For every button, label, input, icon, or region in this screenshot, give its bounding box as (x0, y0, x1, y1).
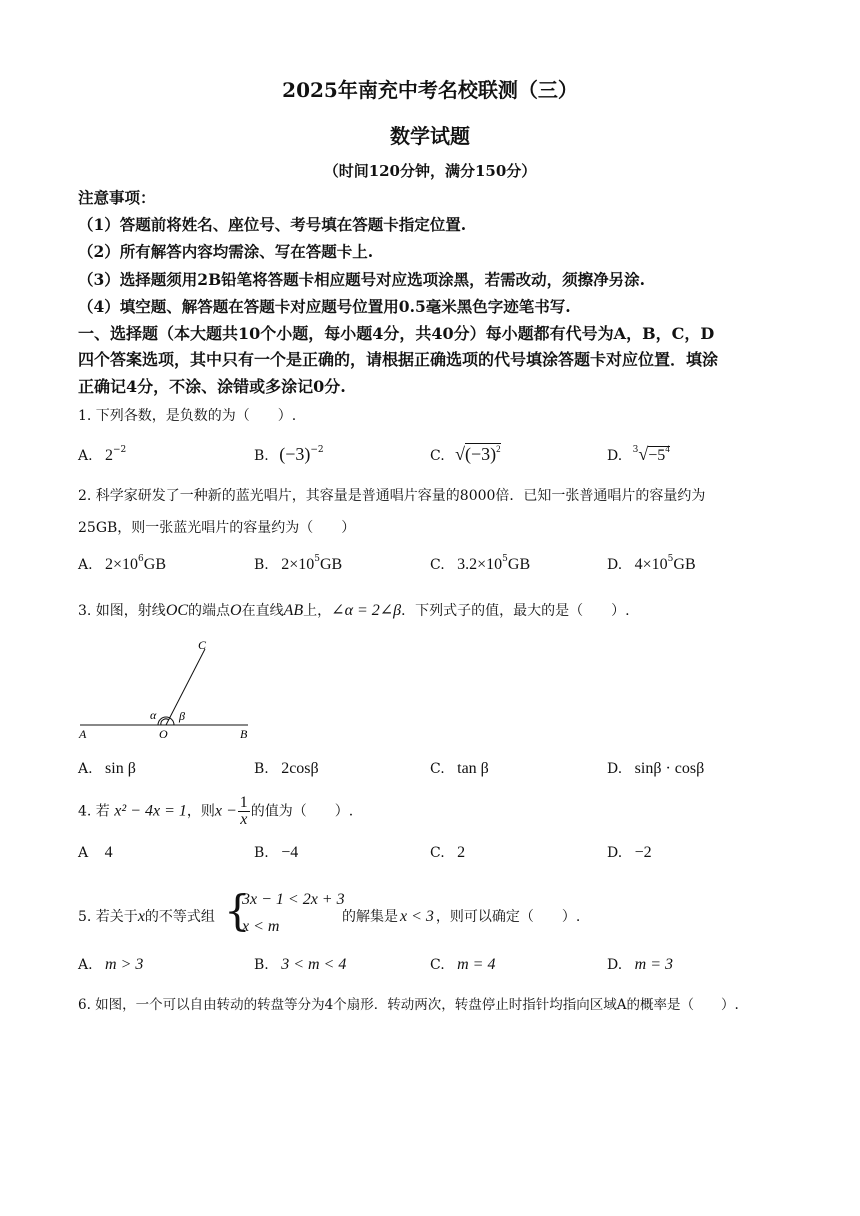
q2-d-coef: 4×10 (634, 556, 668, 573)
q5-ineq-1: 3x − 1 < 2x + 3 (242, 891, 345, 908)
q3-label-b: B. (254, 761, 269, 777)
subject-title: 数学试题 (390, 124, 470, 148)
q5-stem-pre-group (78, 906, 215, 926)
q1-d-index: 3 (632, 445, 639, 455)
q1-option-a (78, 447, 126, 465)
q2-d-unit: GB (673, 556, 696, 573)
q1-stem: 1. 下列各数，是负数的为（ ）. (78, 408, 297, 424)
q1-d-inner-text: −5 (648, 447, 666, 464)
q2-option-d (607, 556, 696, 574)
exam-title: 2025年南充中考名校联测（三） (282, 78, 578, 102)
q4-a-value: 4 (104, 844, 113, 861)
fig-label-o: O (159, 727, 168, 741)
q1-label-c: C. (430, 448, 445, 464)
q2-a-unit: GB (143, 556, 167, 573)
q1-b-exp: −2 (310, 445, 324, 455)
q4-c-value: 2 (457, 844, 466, 861)
q4-label-a: A (78, 845, 89, 861)
q1-label-a: A. (78, 448, 93, 464)
sqrt-icon: √ (455, 444, 466, 464)
q1-c-inner-text: (−3) (465, 444, 497, 464)
section1-line-1: 一、选择题（本大题共10个小题，每小题4分，共40分）每小题都有代号为A，B，C，D (78, 324, 715, 343)
q3-a-expr: sin β (105, 760, 136, 777)
ray-oc (166, 649, 205, 725)
q3-option-d (607, 760, 704, 778)
q4-frac-num: 1 (239, 794, 248, 811)
q2-option-a (78, 556, 166, 574)
q5-var: x (137, 908, 145, 925)
q2-label-c: C. (430, 557, 445, 573)
q4-label-c: C. (430, 845, 445, 861)
q2-c-exp: 5 (502, 554, 508, 564)
note-item-2: （2）所有解答内容均需涂、写在答题卡上. (78, 242, 374, 261)
section1-line-2: 四个答案选项，其中只有一个是正确的，请根据正确选项的代号填涂答题卡对应位置．填涂 (78, 350, 719, 369)
q4-option-c (430, 844, 465, 862)
q5-option-a (78, 956, 143, 974)
q2-a-exp: 6 (138, 554, 144, 564)
q5-a-expr: m > 3 (105, 956, 144, 973)
q2-stem-line-1: 2. 科学家研发了一种新的蓝光唱片，其容量是普通唱片容量的8000倍．已知一张普通唱片的容量约为 (78, 488, 706, 504)
q2-c-unit: GB (507, 556, 531, 573)
q4-stem-pre: 4. 若 (78, 803, 110, 820)
q5-label-b: B. (254, 957, 269, 973)
q3-figure (76, 634, 256, 746)
q3-ab: AB (283, 602, 304, 619)
q1-d-inner (648, 446, 670, 464)
q1-option-b (254, 444, 324, 465)
q4-option-a (78, 844, 113, 862)
q3-c-expr: tan β (457, 760, 489, 777)
q3-stem-post: ．下列式子的值，最大的是（ ）. (401, 603, 630, 619)
q5-label-d: D. (607, 957, 623, 973)
q2-label-b: B. (254, 557, 269, 573)
q1-c-exp: 2 (496, 444, 501, 454)
q2-option-b (254, 556, 342, 574)
note-item-1: （1）答题前将姓名、座位号、考号填在答题卡指定位置. (78, 215, 467, 234)
q1-option-c (430, 444, 501, 465)
q3-o: O (230, 602, 242, 619)
q3-option-c (430, 760, 489, 778)
q5-c-expr: m = 4 (457, 956, 496, 973)
q5-ineq-2: x < m (242, 918, 280, 935)
q5-label-c: C. (430, 957, 445, 973)
q5-solution: x < 3 (400, 908, 434, 925)
q3-option-a (78, 760, 136, 778)
q1-a-exp: −2 (113, 445, 127, 455)
q4-option-b (254, 844, 298, 862)
q2-b-exp: 5 (314, 554, 320, 564)
q3-stem-mid2: 在直线 (241, 603, 284, 619)
q3-oc: OC (165, 602, 189, 619)
q2-b-unit: GB (319, 556, 343, 573)
q2-a-coef: 2×10 (105, 556, 139, 573)
q3-option-b (254, 760, 319, 778)
q2-c-coef: 3.2×10 (457, 556, 503, 573)
q5-option-d (607, 956, 673, 974)
q4-stem (78, 795, 353, 828)
q4-stem-post: 的值为（ ）. (250, 803, 354, 820)
left-brace-icon: { (224, 886, 251, 935)
fig-label-beta: β (179, 709, 185, 723)
q3-relation: ∠α = 2∠β (331, 602, 402, 619)
q3-stem (78, 600, 630, 620)
note-item-3: （3）选择题须用2B铅笔将答题卡相应题号对应选项涂黑，若需改动，须擦净另涂. (78, 270, 646, 289)
q1-option-d (607, 444, 670, 465)
q1-c-inner (465, 443, 501, 464)
q1-a-base: 2 (105, 447, 114, 464)
notes-heading: 注意事项： (78, 188, 156, 207)
q2-label-d: D. (607, 557, 623, 573)
q1-d-exp: 4 (665, 444, 670, 454)
q1-b-base: (−3) (279, 444, 311, 464)
q4-b-value: −4 (281, 844, 299, 861)
q3-label-a: A. (78, 761, 93, 777)
q3-label-d: D. (607, 761, 623, 777)
q3-label-c: C. (430, 761, 445, 777)
q2-d-exp: 5 (667, 554, 674, 564)
q3-stem-pre: 3. 如图，射线 (78, 603, 166, 619)
q4-d-value: −2 (634, 844, 652, 861)
q5-stem-mid2: 的解集是 (342, 909, 398, 925)
q5-label-a: A. (78, 957, 93, 973)
section1-line-3: 正确记4分，不涂、涂错或多涂记0分. (78, 377, 346, 396)
q5-stem-mid: 的不等式组 (144, 909, 215, 925)
q3-d-expr: sinβ · cosβ (634, 760, 705, 777)
q2-option-c (430, 556, 530, 574)
fig-label-alpha: α (150, 708, 157, 722)
fig-label-a: A (79, 727, 87, 741)
q5-stem-post: ，则可以确定（ ）. (435, 909, 581, 925)
q5-b-expr: 3 < m < 4 (281, 956, 347, 973)
q6-stem: 6. 如图，一个可以自由转动的转盘等分为4个扇形．转动两次，转盘停止时指针均指向区域A的概率是（ ）. (78, 997, 739, 1013)
note-item-4: （4）填空题、解答题在答题卡对应题号位置用0.5毫米黑色字迹笔书写. (78, 297, 571, 316)
q4-stem-mid: ，则 (186, 803, 215, 820)
q4-expr-lead: x − (214, 802, 237, 820)
q3-stem-mid1: 的端点 (188, 603, 231, 619)
q4-fraction (238, 795, 250, 828)
q4-equation: x² − 4x = 1 (114, 802, 187, 820)
q2-stem-line-2: 25GB，则一张蓝光唱片的容量约为（ ） (78, 520, 356, 536)
q2-label-a: A. (78, 557, 93, 573)
q4-option-d (607, 844, 652, 862)
q5-option-c (430, 956, 495, 974)
time-note: （时间120分钟，满分150分） (323, 162, 537, 180)
fig-label-c: C (198, 638, 207, 652)
q5-stem-pre: 5. 若关于 (78, 909, 138, 925)
q1-label-b: B. (254, 448, 269, 464)
q2-b-coef: 2×10 (281, 556, 315, 573)
fig-label-b: B (240, 727, 248, 741)
q3-stem-mid3: 上， (303, 603, 332, 619)
q4-frac-den: x (240, 811, 248, 828)
q1-label-d: D. (607, 448, 623, 464)
q5-option-b (254, 956, 346, 974)
cube-root-icon: √ (638, 444, 649, 464)
q5-d-expr: m = 3 (634, 956, 673, 973)
q5-stem-post-group (342, 906, 580, 926)
q3-b-expr: 2cosβ (281, 760, 319, 777)
q4-label-d: D. (607, 845, 623, 861)
q4-label-b: B. (254, 845, 269, 861)
